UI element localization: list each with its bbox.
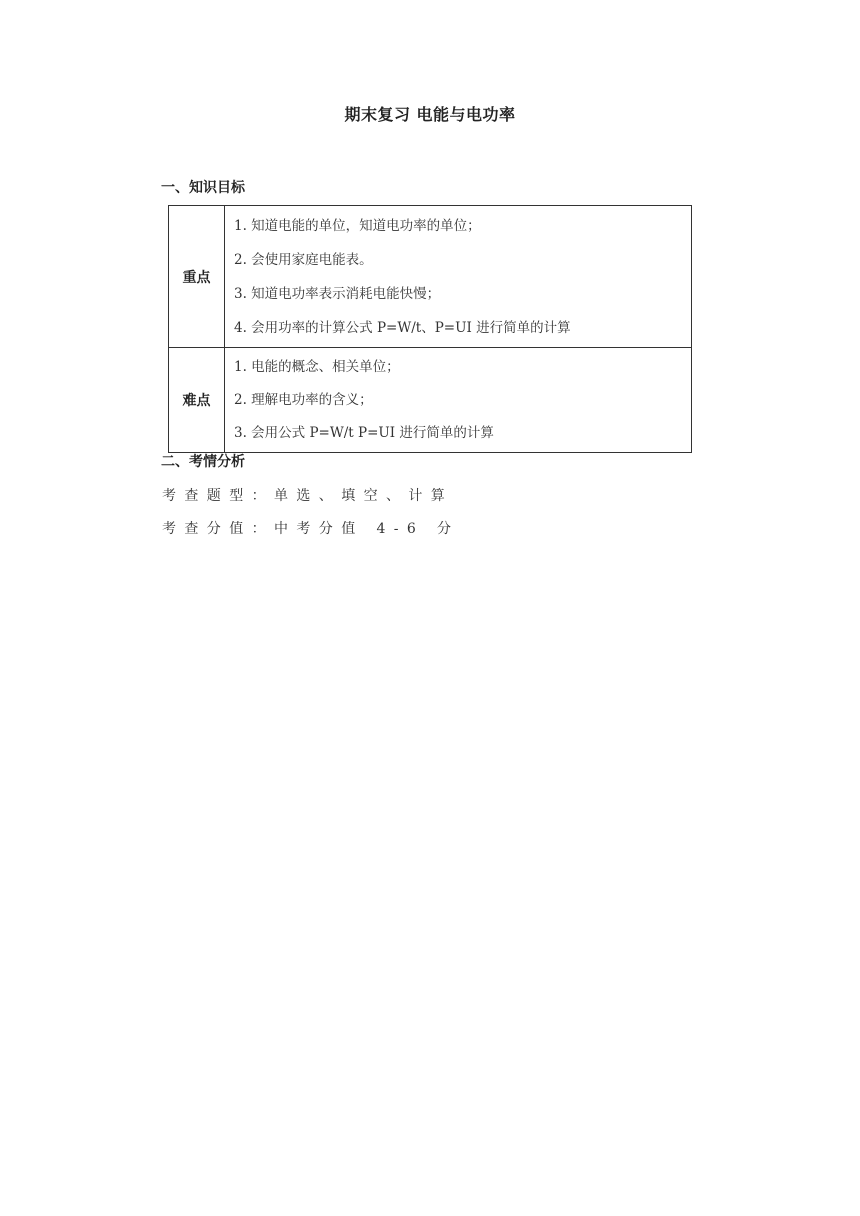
difficult-points-label: 难点 — [169, 348, 225, 453]
key-point-item: 2. 会使用家庭电能表。 — [234, 252, 373, 268]
key-point-item: 1. 知道电能的单位，知道电功率的单位； — [234, 218, 481, 234]
difficult-point-item: 3. 会用公式 P=W/t P=UI 进行简单的计算 — [234, 425, 494, 441]
key-point-item: 4. 会用功率的计算公式 P=W/t、P=UI 进行简单的计算 — [234, 320, 571, 336]
difficult-point-item: 1. 电能的概念、相关单位； — [234, 359, 400, 375]
key-points-list — [225, 206, 692, 348]
key-point-item: 3. 知道电功率表示消耗电能快慢； — [234, 286, 441, 302]
difficult-point-item: 2. 理解电功率的含义； — [234, 392, 373, 408]
knowledge-goals-table — [168, 205, 692, 453]
key-points-label: 重点 — [169, 206, 225, 348]
score-value-text: 考查分值：中考分值 4-6 分 — [162, 521, 460, 537]
difficult-points-row — [169, 348, 692, 453]
page-title: 期末复习 电能与电功率 — [344, 105, 516, 124]
question-types-text: 考查题型：单选、填空、计算 — [162, 488, 454, 504]
key-points-row — [169, 206, 692, 348]
section-heading-exam-analysis: 二、考情分析 — [161, 454, 245, 470]
difficult-points-list — [225, 348, 692, 453]
section-heading-knowledge-goals: 一、知识目标 — [161, 180, 245, 196]
